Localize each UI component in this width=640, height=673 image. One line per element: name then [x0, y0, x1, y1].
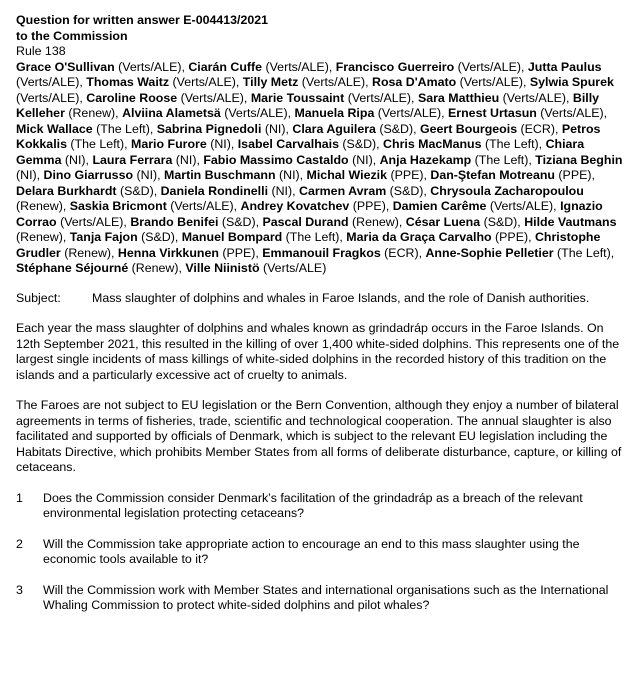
author-list	[16, 60, 628, 277]
author-name: Geert Bourgeois	[420, 121, 518, 136]
author-group: (Renew),	[16, 230, 70, 244]
author-name: Chris MacManus	[383, 137, 482, 151]
author-group: (The Left),	[471, 152, 536, 167]
author-group: (The Left),	[553, 245, 615, 260]
author-group: (S&D),	[218, 214, 263, 229]
author-name: Fabio Massimo Castaldo	[203, 152, 349, 167]
question-number: 1	[16, 490, 23, 505]
author-name: Chiara Gemma	[16, 137, 585, 167]
author-name: Brando Benifei	[130, 214, 219, 229]
document-header	[16, 13, 628, 60]
author-name: Clara Aguilera	[292, 121, 376, 136]
author-name: Marie Toussaint	[250, 90, 345, 105]
author-name: Martin Buschmann	[164, 168, 276, 182]
author-name: Sylwia Spurek	[529, 75, 614, 89]
author-name: Hilde Vautmans	[524, 214, 617, 229]
author-name: Manuela Ripa	[294, 106, 375, 120]
author-name: Petros Kokkalis	[16, 121, 601, 151]
author-name: Isabel Carvalhais	[237, 137, 339, 151]
author-group: (The Left),	[92, 121, 157, 136]
author-group: (NI),	[61, 152, 93, 167]
question-item-1	[16, 491, 628, 522]
subject-block	[16, 291, 628, 307]
author-group: (Verts/ALE),	[56, 214, 131, 229]
question-item-2	[16, 537, 628, 568]
author-name: Delara Burkhardt	[16, 183, 117, 198]
author-group: (S&D),	[137, 230, 182, 244]
author-group: (Verts/ALE),	[454, 59, 528, 74]
author-group: (S&D),	[338, 137, 384, 151]
author-name: Emmanouil Fragkos	[262, 245, 381, 260]
author-group: (The Left),	[481, 137, 546, 151]
author-name: Dino Giarrusso	[43, 168, 134, 182]
author-group: (Verts/ALE),	[298, 75, 373, 89]
author-group: (Verts/ALE),	[177, 90, 251, 105]
author-group: (Verts/ALE),	[166, 199, 241, 213]
author-group: (The Left),	[282, 230, 347, 244]
author-group: (Verts/ALE),	[16, 75, 87, 89]
author-name: Chrysoula Zacharopoulou	[430, 183, 584, 198]
author-group: (PPE),	[554, 168, 595, 182]
body-paragraph-2: The Faroes are not subject to EU legislation or the Bern Convention, although they enjoy a number of bilateral agreements in terms of fisheries, trade, scientific and technological cooperation. The annual slaughter is also facilitated and supported by officials of Denmark, which is subject to the relevant EU legislation including the Habitats Directive, which prohibits Member States from all forms of deliberate disturbance, capture, or killing of cetaceans.	[16, 398, 622, 474]
author-group: (Renew),	[60, 245, 118, 260]
question-title: Question for written answer E-004413/2021	[16, 13, 269, 27]
author-group: (Verts/ALE)	[259, 261, 327, 275]
author-name: Maria da Graça Carvalho	[346, 230, 492, 244]
author-name: Anja Hazekamp	[379, 152, 472, 167]
author-group: (Verts/ALE),	[169, 75, 243, 89]
author-name: Tilly Metz	[242, 75, 299, 89]
author-name: Francisco Guerreiro	[335, 59, 455, 74]
author-name: Michal Wiezik	[306, 168, 387, 182]
author-name: Anne-Sophie Pelletier	[425, 245, 554, 260]
author-group: (Renew),	[64, 106, 123, 120]
author-group: (NI),	[206, 137, 238, 151]
subject-label: Subject:	[16, 290, 61, 305]
document-page	[16, 13, 628, 614]
author-group: (Renew),	[16, 199, 70, 213]
author-group: (Verts/ALE),	[114, 59, 189, 74]
author-group: (NI),	[172, 152, 204, 167]
author-name: César Luena	[405, 214, 481, 229]
author-group: (NI),	[268, 183, 299, 198]
question-item-3	[16, 583, 628, 614]
author-name: Saskia Bricmont	[69, 199, 167, 213]
author-group: (NI),	[348, 152, 380, 167]
author-group: (Verts/ALE),	[374, 106, 449, 120]
question-text: Will the Commission take appropriate action to encourage an end to this mass slaughter using the economic tools available to it?	[43, 536, 580, 566]
author-group: (Verts/ALE),	[499, 90, 573, 105]
author-name: Jutta Paulus	[527, 59, 602, 74]
author-name: Ciarán Cuffe	[188, 59, 263, 74]
question-number: 2	[16, 536, 23, 551]
author-group: (ECR),	[380, 245, 426, 260]
author-name: Ignazio Corrao	[16, 199, 603, 229]
author-name: Tiziana Beghin	[535, 152, 623, 167]
author-name: Dan-Ştefan Motreanu	[430, 168, 555, 182]
author-group: (Verts/ALE),	[486, 199, 561, 213]
author-name: Andrey Kovatchev	[240, 199, 350, 213]
question-addressee: to the Commission	[16, 28, 128, 43]
author-group: (Verts/ALE),	[16, 90, 87, 105]
author-name: Thomas Waitz	[86, 75, 170, 89]
author-group: (S&D),	[386, 183, 431, 198]
author-group: (Verts/ALE),	[536, 106, 608, 120]
author-group: (Verts/ALE),	[262, 59, 336, 74]
author-group: (NI),	[275, 168, 307, 182]
author-group: (NI),	[261, 121, 293, 136]
author-name: Mario Furore	[131, 137, 207, 151]
author-name: Rosa D'Amato	[372, 75, 457, 89]
question-number: 3	[16, 582, 23, 597]
author-name: Stéphane Séjourné	[16, 261, 129, 275]
author-group: (S&D),	[116, 183, 161, 198]
author-group: (PPE),	[491, 230, 535, 244]
question-rule: Rule 138	[16, 44, 66, 58]
author-name: Ernest Urtasun	[448, 106, 537, 120]
author-name: Laura Ferrara	[92, 152, 173, 167]
author-name: Sabrina Pignedoli	[156, 121, 262, 136]
author-group: (PPE),	[387, 168, 431, 182]
question-text: Will the Commission work with Member States and international organisations such as the International Whaling Commission to protect white-sided dolphins and pilot whales?	[43, 582, 609, 612]
subject-text: Mass slaughter of dolphins and whales in Faroe Islands, and the role of Danish authorities.	[92, 290, 590, 305]
author-name: Alviina Alametsä	[122, 106, 221, 120]
author-name: Ville Niinistö	[185, 261, 260, 275]
author-group: (S&D),	[375, 121, 420, 136]
author-group: (NI),	[133, 168, 165, 182]
author-name: Tanja Fajon	[69, 230, 138, 244]
author-name: Pascal Durand	[262, 214, 349, 229]
author-group: (ECR),	[517, 121, 562, 136]
author-group: (PPE),	[218, 245, 263, 260]
author-name: Grace O'Sullivan	[16, 59, 115, 74]
author-group: (Renew),	[128, 261, 186, 275]
author-group: (PPE),	[349, 199, 393, 213]
author-group: (Renew),	[348, 214, 406, 229]
author-group: (Verts/ALE),	[344, 90, 418, 105]
author-group: (NI),	[16, 168, 44, 182]
author-name: Manuel Bompard	[181, 230, 283, 244]
body-paragraph-1: Each year the mass slaughter of dolphins and whales known as grindadráp occurs in the Faroe Islands. On 12th September 2021, this resulted in the killing of over 1,400 white-sided dolphins. This represents one of the largest single incidents of mass killings of white-sided dolphins in the recorded history of this tradition on the islands and a particularly excessive act of cruelty to animals.	[16, 321, 620, 382]
author-name: Carmen Avram	[299, 183, 387, 198]
author-name: Damien Carême	[392, 199, 487, 213]
author-name: Daniela Rondinelli	[160, 183, 269, 198]
author-name: Sara Matthieu	[417, 90, 500, 105]
author-name: Christophe Grudler	[16, 230, 601, 260]
author-group: (S&D),	[480, 214, 525, 229]
author-group: (Verts/ALE),	[220, 106, 295, 120]
author-group: (The Left),	[66, 137, 132, 151]
author-name: Caroline Roose	[86, 90, 178, 105]
question-text: Does the Commission consider Denmark’s facilitation of the grindadráp as a breach of the relevant environmental legislation protecting cetaceans?	[43, 490, 583, 520]
author-name: Henna Virkkunen	[117, 245, 219, 260]
author-name: Mick Wallace	[16, 121, 93, 136]
author-group: (Verts/ALE),	[456, 75, 530, 89]
author-name: Billy Kelleher	[16, 90, 600, 120]
